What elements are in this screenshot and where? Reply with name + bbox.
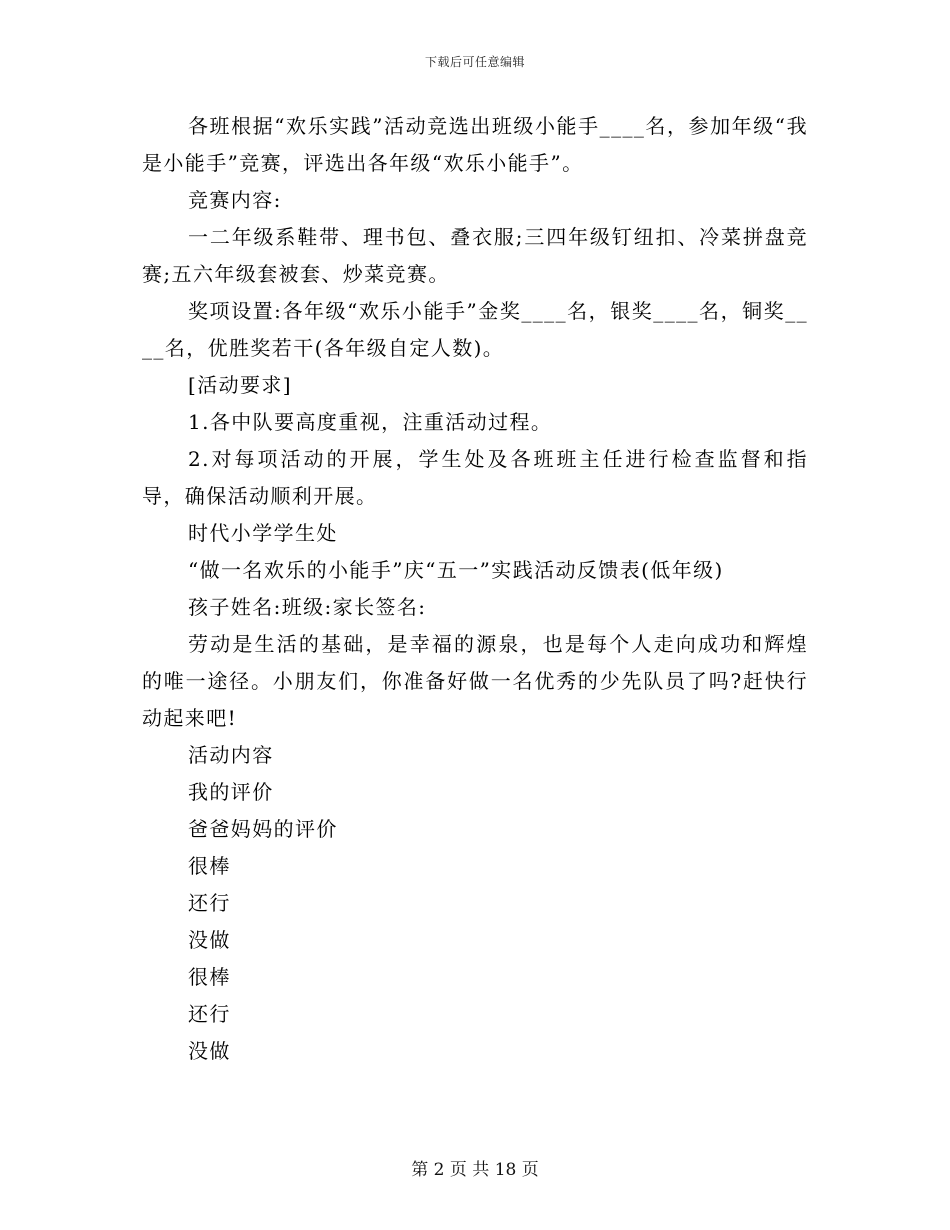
document-body: [142, 108, 808, 1070]
signature-school-office: 时代小学学生处: [188, 521, 338, 545]
requirement-item-2: 2.对每项活动的开展，学生处及各班班主任进行检查监督和指导，确保活动顺利开展。: [142, 447, 808, 508]
table-header-activity-content: 活动内容: [188, 743, 274, 767]
rating-option: 还行: [188, 891, 231, 915]
heading-activity-requirements: [活动要求]: [188, 373, 293, 397]
paragraph-class-selection: 各班根据“欢乐实践”活动竞选出班级小能手____名，参加年级“我是小能手”竞赛，评选出各年级“欢乐小能手”。: [142, 114, 808, 175]
paragraph-labor-intro: 劳动是生活的基础，是幸福的源泉，也是每个人走向成功和辉煌的唯一途径。小朋友们，你准备好做一名优秀的少先队员了吗?赶快行动起来吧!: [142, 632, 808, 730]
rating-option: 还行: [188, 1002, 231, 1026]
table-header-parent-evaluation: 爸爸妈妈的评价: [188, 817, 338, 841]
rating-option: 很棒: [188, 965, 231, 989]
table-header-self-evaluation: 我的评价: [188, 780, 274, 804]
paragraph-competition-items: 一二年级系鞋带、理书包、叠衣服;三四年级钉纽扣、冷菜拼盘竞赛;五六年级套被套、炒菜竞赛。: [142, 225, 808, 286]
rating-option: 很棒: [188, 854, 231, 878]
page-footer: 第 2 页 共 18 页: [411, 1160, 539, 1180]
heading-competition-content: 竞赛内容:: [188, 188, 282, 212]
feedback-form-title: “做一名欢乐的小能手”庆“五一”实践活动反馈表(低年级): [188, 558, 724, 582]
paragraph-award-settings: 奖项设置:各年级“欢乐小能手”金奖____名，银奖____名，铜奖____名，优胜奖若干(各年级自定人数)。: [142, 299, 808, 360]
page-header: 下载后可任意编辑: [424, 55, 525, 69]
rating-option: 没做: [188, 1039, 231, 1063]
rating-option: 没做: [188, 928, 231, 952]
form-fields-line: 孩子姓名:班级:家长签名:: [188, 595, 427, 619]
requirement-item-1: 1.各中队要高度重视，注重活动过程。: [188, 410, 553, 434]
